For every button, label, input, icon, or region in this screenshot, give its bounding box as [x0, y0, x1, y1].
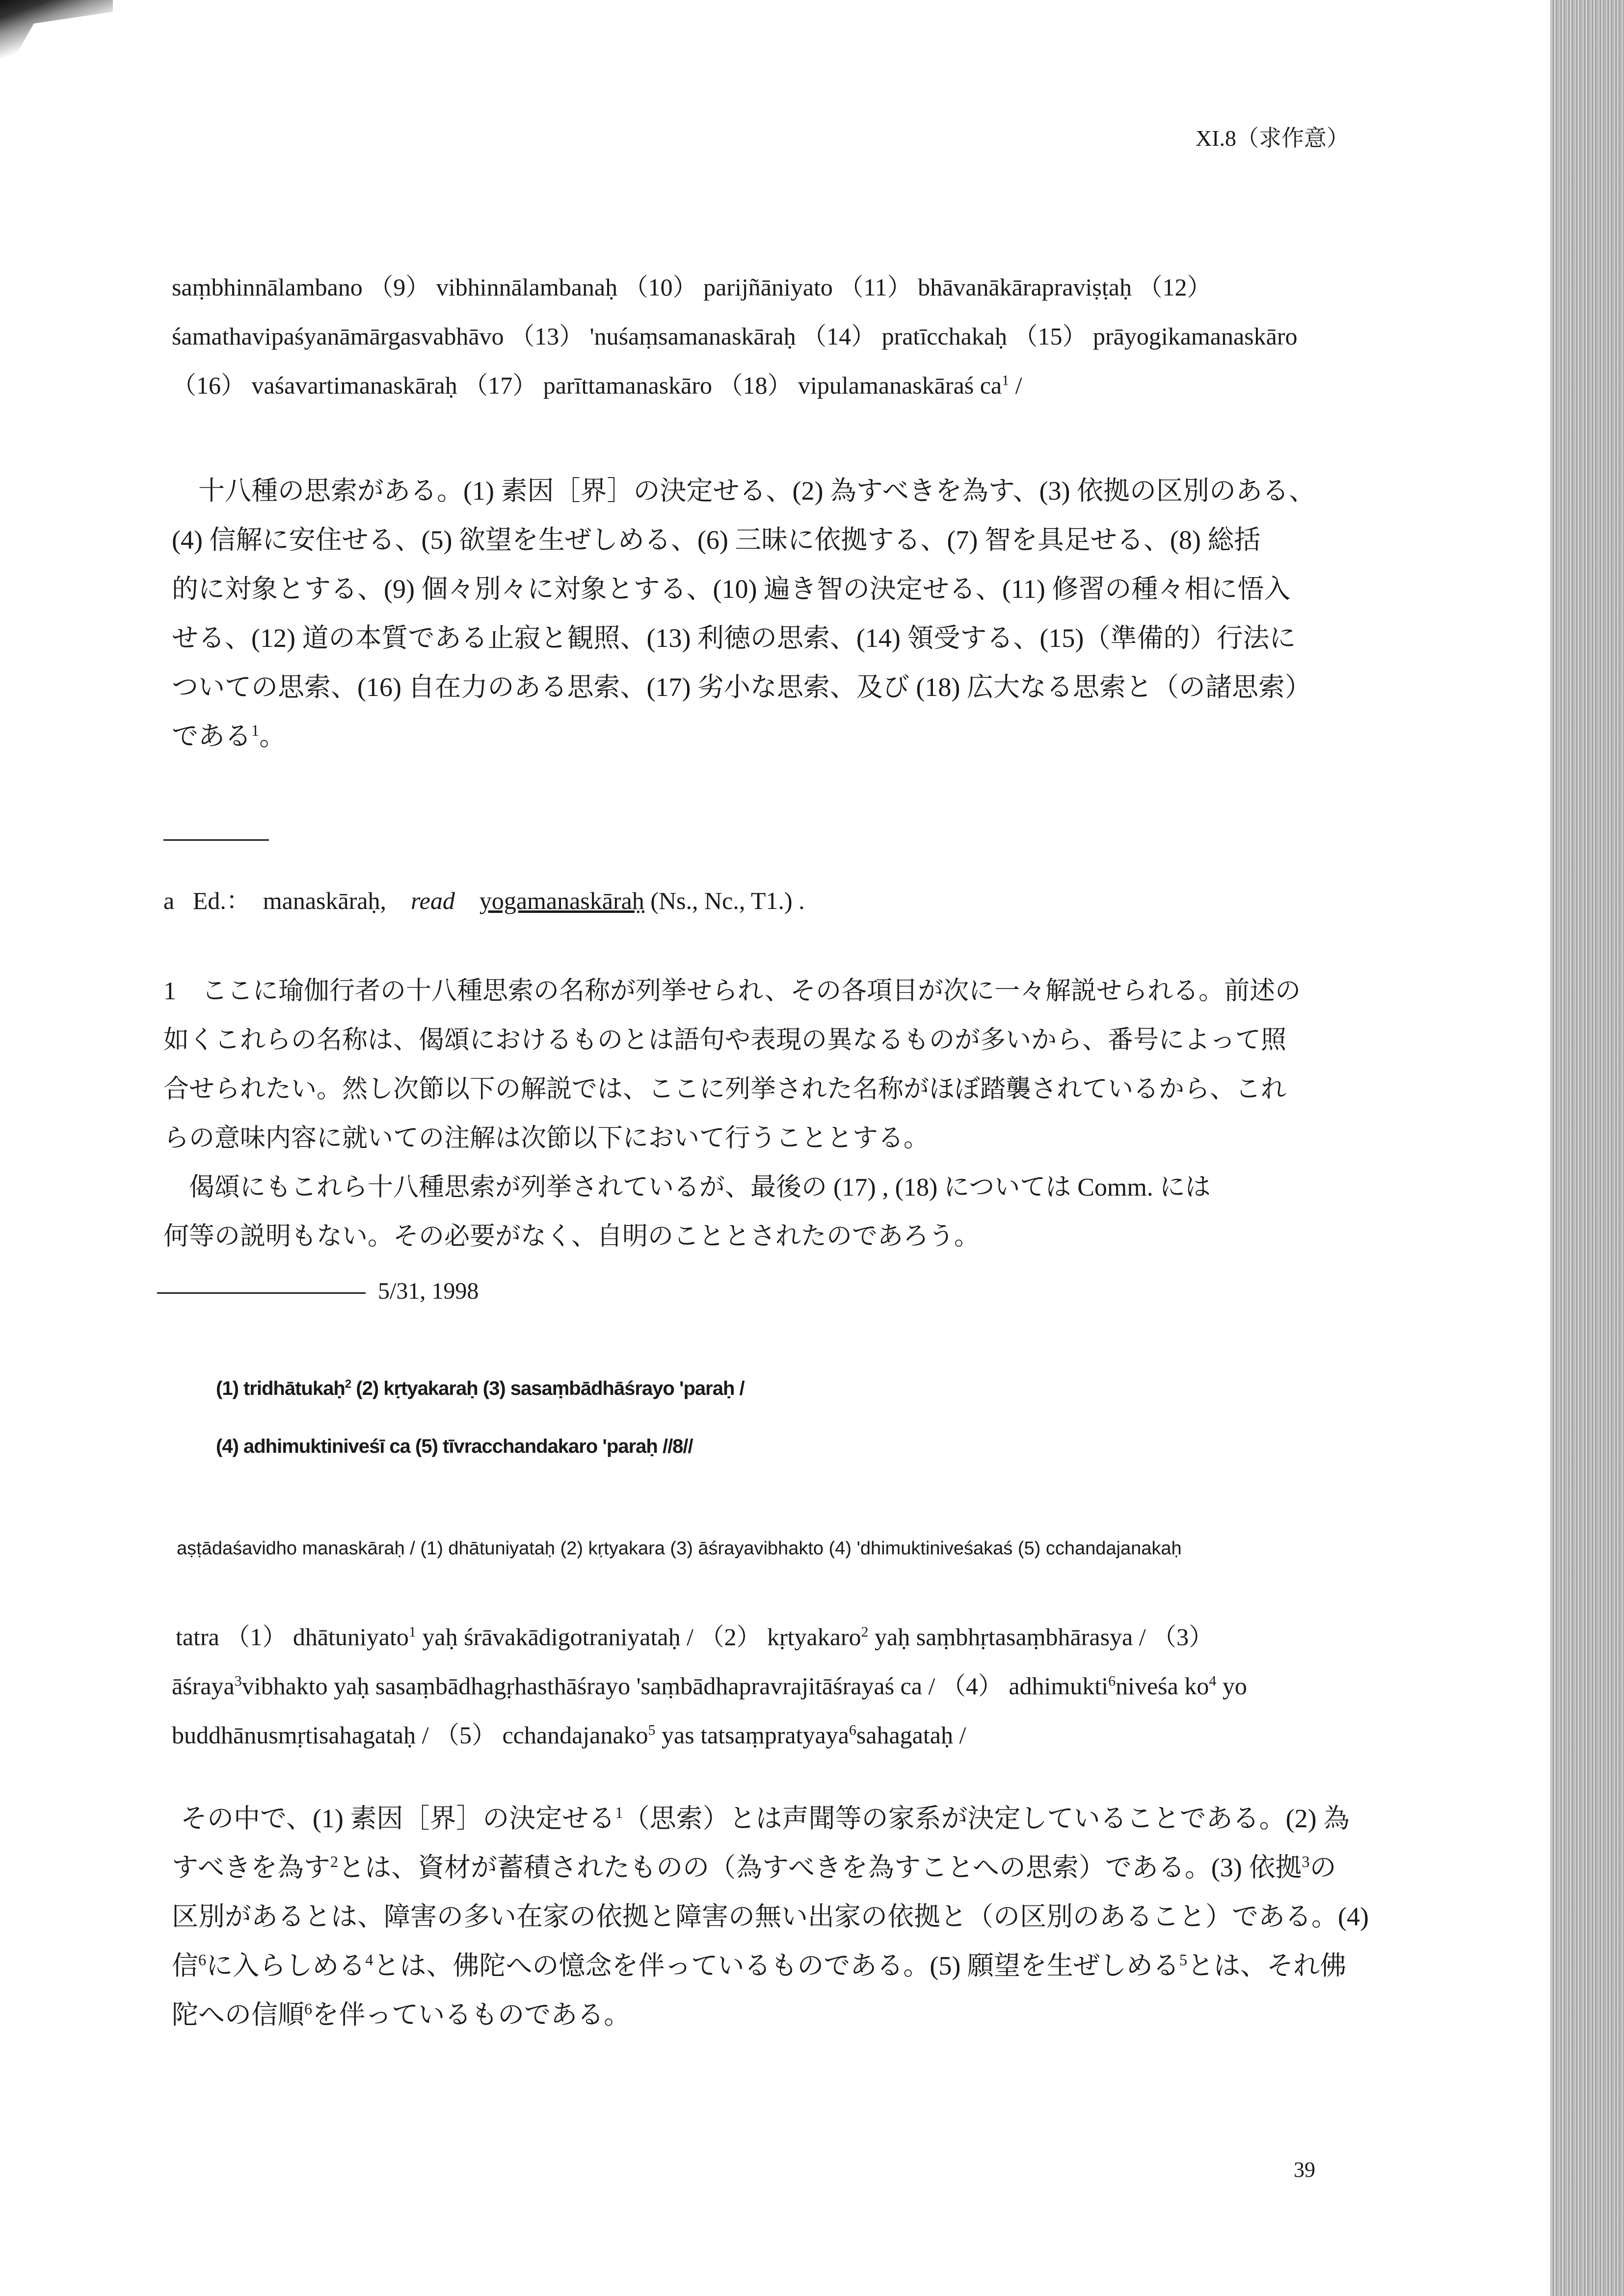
sanskrit-line	[172, 361, 1297, 410]
translation-text: に入らしめる	[206, 1951, 366, 1980]
sanskrit-text: /	[1009, 372, 1022, 399]
note-a-word: manaskāraḥ,	[263, 887, 387, 914]
translation-text: （思索）とは声聞等の家系が決定していることである。(2) 為	[623, 1804, 1350, 1833]
translation-text: 。	[259, 721, 286, 751]
note-line: らの意味内容に就いての注解は次節以下において行うこととする。	[163, 1124, 930, 1152]
translation-line	[172, 1843, 1369, 1892]
footnote-ref: 6	[1108, 1673, 1116, 1689]
note-line: 偈頌にもこれら十八種思索が列挙されているが、最後の (17) , (18) については Comm. には	[163, 1174, 1211, 1201]
footnote-ref: 6	[198, 1951, 207, 1969]
sanskrit-list	[172, 263, 1297, 410]
running-header: XI.8（求作意）	[1195, 126, 1349, 151]
translation-line: せる、(12) 道の本質である止寂と観照、(13) 利徳の思索、(14) 領受する、(15)（準備的）行法に	[172, 623, 1296, 653]
footnote-ref: 6	[849, 1722, 856, 1738]
translation-text: とは、佛陀への憶念を伴っているものである。(5) 願望を生ぜしめる	[373, 1951, 1179, 1980]
sanskrit-text: yaḥ saṃbhṛtasaṃbhārasya / （3）	[868, 1623, 1214, 1651]
translation-text: を伴っているものである。	[312, 2000, 631, 2029]
verse-line	[216, 1360, 745, 1417]
footnote-ref: 6	[304, 2001, 313, 2018]
translation-text: すべきを為す	[172, 1853, 330, 1882]
translation-line	[172, 1794, 1369, 1843]
footnote-ref: 3	[1302, 1853, 1310, 1871]
translation-text: 信	[172, 1951, 198, 1980]
page-number: 39	[1294, 2158, 1315, 2182]
translation-paragraph	[172, 466, 1315, 761]
note-a-read: read	[411, 887, 455, 914]
scan-corner-mark	[0, 0, 113, 59]
translation-paragraph-2	[172, 1794, 1369, 2039]
sanskrit-commentary	[172, 1612, 1247, 1760]
sanskrit-text: niveśa ko	[1116, 1672, 1209, 1700]
translation-text: とは、資材が蓄積されたものの（為すべきを為すことへの思索）である。(3) 依拠	[338, 1853, 1302, 1882]
translation-line: ついての思索、(16) 自在力のある思索、(17) 劣小な思索、及び (18) 広大なる思索と（の諸思索）	[172, 672, 1311, 702]
translation-text: とは、それ佛	[1187, 1951, 1347, 1980]
sanskrit-line: śamathavipaśyanāmārgasvabhāvo （13） 'nuśaṃsamanaskāraḥ （14） pratīcchakaḥ （15） prāyogikamanaskāro	[172, 322, 1298, 350]
note-a	[163, 881, 805, 916]
translation-line	[172, 712, 1315, 761]
translation-line: (4) 信解に安住せる、(5) 欲望を生ぜしめる、(6) 三昧に依拠する、(7) 智を具足せる、(8) 総括	[172, 525, 1261, 555]
sanskrit-text: yas tatsaṃpratyaya	[655, 1721, 849, 1749]
note-a-label: a	[163, 887, 175, 914]
footnote-ref: 2	[330, 1853, 339, 1871]
footnote-divider	[163, 839, 269, 841]
date-rule	[157, 1292, 366, 1294]
note-a-sources: (Ns., Nc., T1.) .	[650, 887, 805, 914]
sanskrit-line: saṃbhinnālambano （9） vibhinnālambanaḥ （10） parijñāniyato （11） bhāvanākārapraviṣṭaḥ （12）	[172, 273, 1212, 301]
sanskrit-line	[172, 1661, 1247, 1710]
footnote-ref: 1	[408, 1624, 416, 1640]
sanskrit-text: （16） vaśavartimanaskāraḥ （17） parīttamanaskāro （18） vipulamanaskāraś ca	[172, 372, 1002, 399]
translation-text: 陀への信順	[172, 2000, 304, 2029]
note-line: 何等の説明もない。その必要がなく、自明のこととされたのであろう。	[163, 1223, 980, 1251]
note-line: 1 ここに瑜伽行者の十八種思索の名称が列挙せられ、その各項目が次に一々解説せられる。前述の	[163, 977, 1301, 1005]
note-line: 如くこれらの名称は、偈頌におけるものとは語句や表現の異なるものが多いから、番号によって照	[163, 1026, 1287, 1054]
footnote-ref: 2	[861, 1624, 869, 1640]
commentary-source-line: aṣṭādaśavidho manaskāraḥ / (1) dhātuniyataḥ (2) kṛtyakara (3) āśrayavibhakto (4) 'dhimuktiniveśakaś (5) cchandajanakaḥ	[177, 1538, 1182, 1559]
translation-line: 十八種の思索がある。(1) 素因［界］の決定せる、(2) 為すべきを為す、(3) 依拠の区別のある、	[198, 476, 1315, 506]
footnote-ref: 1	[615, 1804, 623, 1822]
sanskrit-text: sahagataḥ /	[856, 1721, 966, 1749]
footnote-ref: 5	[1179, 1951, 1188, 1969]
scan-edge-shadow	[1550, 0, 1624, 2296]
note-a-emendation: yogamanaskāraḥ	[479, 887, 644, 914]
footnote-ref: 4	[365, 1951, 373, 1969]
sanskrit-text: yaḥ śrāvakādigotraniyataḥ / （2） kṛtyakaro	[416, 1623, 861, 1651]
translation-line	[172, 1990, 1369, 2039]
sanskrit-text: buddhānusmṛtisahagataḥ / （5） cchandajanako	[172, 1721, 648, 1749]
translation-line: 区別があるとは、障害の多い在家の依拠と障害の無い出家の依拠と（の区別のあること）である。(4)	[172, 1902, 1369, 1931]
commentary-source	[177, 1534, 1182, 1563]
translation-text: である	[172, 721, 251, 751]
note-a-ed: Ed.：	[192, 887, 251, 914]
translation-line	[172, 1941, 1369, 1990]
footnote-ref: 4	[1209, 1673, 1217, 1689]
sanskrit-text: yo	[1216, 1672, 1247, 1700]
footnote-ref: 5	[648, 1722, 656, 1738]
date-stamp: 5/31, 1998	[378, 1278, 479, 1304]
sanskrit-line	[172, 1710, 1247, 1760]
sanskrit-text: āśraya	[172, 1672, 235, 1700]
footnote-ref: 1	[251, 722, 260, 740]
sanskrit-text: tatra （1） dhātuniyato	[176, 1623, 409, 1651]
verse-line: (4) adhimuktiniveśī ca (5) tīvracchandakaro 'paraḥ //8//	[216, 1436, 693, 1457]
footnote-ref: 3	[234, 1673, 242, 1689]
footnote-ref: 2	[345, 1377, 351, 1391]
verse-text: (1) tridhātukaḥ	[216, 1378, 345, 1399]
translation-line: 的に対象とする、(9) 個々別々に対象とする、(10) 遍き智の決定せる、(11) 修習の種々相に悟入	[172, 574, 1291, 604]
sanskrit-text: vibhakto yaḥ sasaṃbādhagṛhasthāśrayo 'saṃbādhapravrajitāśrayaś ca / （4） adhimukti	[241, 1672, 1109, 1700]
translation-text: の	[1309, 1853, 1336, 1882]
verse-text: (2) kṛtyakaraḥ (3) sasaṃbādhāśrayo 'paraḥ /	[351, 1378, 745, 1399]
note-line: 合せられたい。然し次節以下の解説では、ここに列挙された名称がほぼ踏襲されているから、これ	[163, 1075, 1287, 1103]
translation-text: その中で、(1) 素因［界］の決定せる	[181, 1804, 615, 1833]
verse-block	[216, 1360, 745, 1475]
sanskrit-line	[172, 1612, 1247, 1661]
note-1	[163, 967, 1301, 1261]
footnote-ref: 1	[1002, 372, 1010, 389]
